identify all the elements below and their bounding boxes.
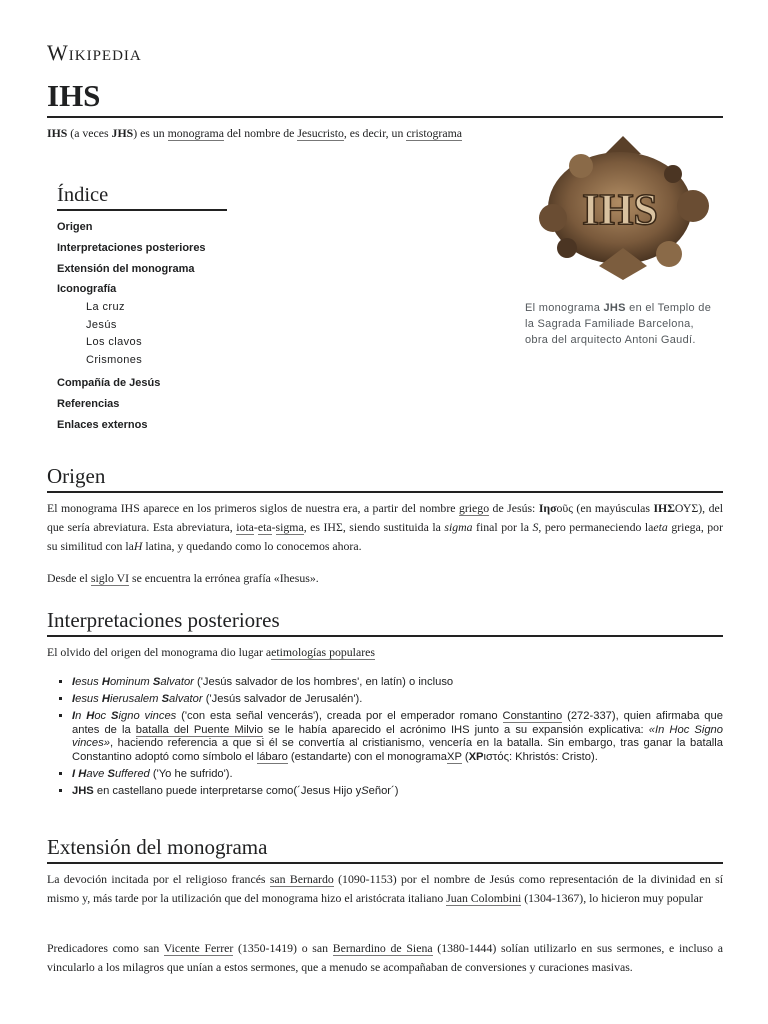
text: - bbox=[253, 520, 258, 534]
link-monograma[interactable]: monograma bbox=[167, 126, 224, 140]
text: uffered bbox=[114, 768, 150, 781]
initial: H bbox=[101, 676, 110, 688]
link-xp[interactable]: XP bbox=[447, 750, 462, 763]
italic-text: H bbox=[133, 539, 143, 553]
heading-origen: Origen bbox=[47, 463, 723, 493]
heading-interpretaciones: Interpretaciones posteriores bbox=[47, 607, 723, 637]
text: eñor´) bbox=[368, 785, 399, 798]
text: esus bbox=[75, 676, 102, 688]
link-jesucristo[interactable]: Jesucristo bbox=[297, 126, 344, 140]
intro-bold-jhs: JHS bbox=[111, 126, 134, 140]
text: (1380-1444) solían utilizarlo en sus sermones, e incluso a vincularlo a los milagros que unían a estos sermones, que a menudo se acompañaban de conversiones y curaciones masivas. bbox=[47, 941, 723, 974]
text: Predicadores como san bbox=[47, 941, 164, 955]
text: ιστός: Khristós: Cristo). bbox=[483, 750, 598, 763]
text: Desde el bbox=[47, 571, 91, 585]
text: (1350-1419) o san bbox=[233, 941, 333, 955]
italic-text: sigma bbox=[444, 520, 473, 534]
text: ominum bbox=[109, 676, 153, 688]
page-title: IHS bbox=[47, 78, 723, 118]
text: se le había aparecido el acrónimo IHS junto a su expansión explicativa: bbox=[262, 723, 649, 736]
caption-bold: JHS bbox=[603, 302, 626, 314]
text: ('Jesús salvador de Jerusalén'). bbox=[202, 693, 363, 706]
link-san-bernardo[interactable]: san Bernardo bbox=[269, 872, 334, 886]
toc-item-compania[interactable]: Compañía de Jesús bbox=[57, 377, 161, 389]
link-iota[interactable]: iota bbox=[236, 520, 254, 534]
text: latina, y quedando como lo conocemos ahora. bbox=[142, 539, 362, 553]
text: (estandarte) con el monograma bbox=[287, 750, 448, 763]
initial: H bbox=[78, 768, 87, 781]
ext-paragraph-1 bbox=[47, 870, 723, 908]
link-constantino[interactable]: Constantino bbox=[502, 710, 563, 723]
link-juan-colombini[interactable]: Juan Colombini bbox=[446, 891, 522, 905]
table-of-contents bbox=[57, 182, 287, 436]
initial: I bbox=[72, 693, 76, 706]
initial: I bbox=[72, 710, 76, 723]
toc-item-enlaces[interactable]: Enlaces externos bbox=[57, 419, 148, 431]
list-item bbox=[72, 768, 723, 782]
text: ierusalem bbox=[109, 693, 162, 706]
heading-extension: Extensión del monograma bbox=[47, 834, 723, 864]
italic-text: S bbox=[532, 520, 539, 534]
greek-bold: ΧΡ bbox=[468, 750, 484, 763]
interp-list bbox=[47, 676, 723, 802]
link-siglo-vi[interactable]: siglo VI bbox=[90, 571, 130, 585]
sculpture-letters: IHS bbox=[582, 185, 658, 234]
text: (1090-1153) por el nombre de Jesús como representación de la divinidad en sí mismo y, más tarde por la utilización que del monograma hizo el aristócrata italiano bbox=[47, 872, 724, 905]
figure bbox=[523, 130, 718, 348]
link-sigma[interactable]: sigma bbox=[275, 520, 304, 534]
toc-item-origen[interactable]: Origen bbox=[57, 221, 93, 233]
toc-item-los-clavos[interactable]: Los clavos bbox=[86, 336, 142, 348]
wikipedia-wordmark[interactable] bbox=[47, 40, 142, 66]
link-cristograma[interactable]: cristograma bbox=[406, 126, 462, 140]
toc-list bbox=[57, 217, 287, 436]
text: - bbox=[271, 520, 276, 534]
caption-text: en el Templo de la Sagrada Familiade Barcelona, obra del arquitecto Antoni Gaudí. bbox=[525, 302, 712, 346]
intro-text: (a veces bbox=[67, 126, 112, 140]
link-batalla-puente-milvio[interactable]: batalla del Puente Milvio bbox=[135, 723, 263, 736]
ext-paragraph-2 bbox=[47, 939, 723, 977]
intro-text: del nombre de bbox=[223, 126, 298, 140]
link-etimologias-populares[interactable]: etimologías populares bbox=[271, 645, 375, 659]
text: n bbox=[75, 710, 87, 723]
initial: S bbox=[161, 693, 170, 706]
toc-item-iconografia[interactable]: Iconografía bbox=[57, 283, 117, 295]
italic-text: eta bbox=[653, 520, 668, 534]
initial: I bbox=[72, 676, 76, 688]
interp-paragraph bbox=[47, 643, 723, 662]
text: El olvido del origen del monograma dio lugar a bbox=[47, 645, 272, 659]
text: en castellano puede interpretarse como(´Jesus Hijo y bbox=[93, 785, 362, 798]
toc-item-extension[interactable]: Extensión del monograma bbox=[57, 263, 195, 275]
text: esus bbox=[75, 693, 102, 706]
figure-caption bbox=[523, 300, 718, 348]
initial: S bbox=[107, 768, 115, 781]
text: , haciendo referencia a que si él se convertía al cristianismo, vencería en la batalla. Sin embargo, tras ganar la batalla Constantino adoptó como símbolo el bbox=[72, 737, 723, 763]
text: ('con esta señal vencerás'), creada por el emperador romano bbox=[176, 710, 503, 723]
caption-text: El monograma bbox=[525, 302, 604, 314]
link-bernardino-de-siena[interactable]: Bernardino de Siena bbox=[332, 941, 433, 955]
toc-item-la-cruz[interactable]: La cruz bbox=[86, 301, 125, 313]
list-item bbox=[72, 785, 723, 799]
figure-image[interactable] bbox=[523, 130, 718, 280]
text: griega, por su similitud con la bbox=[47, 520, 724, 553]
link-labaro[interactable]: lábaro bbox=[256, 750, 288, 763]
text: alvator bbox=[160, 676, 194, 688]
link-griego[interactable]: griego bbox=[458, 501, 490, 515]
link-vicente-ferrer[interactable]: Vicente Ferrer bbox=[163, 941, 234, 955]
greek-bold: ΙΗΣ bbox=[653, 501, 675, 515]
text: ('Jesús salvador de los hombres', en latín) o incluso bbox=[193, 676, 454, 688]
text: ave bbox=[86, 768, 108, 781]
intro-text: ) es un bbox=[133, 126, 168, 140]
toc-item-crismones[interactable]: Crismones bbox=[86, 353, 143, 366]
initial: JHS bbox=[72, 785, 94, 798]
text: , pero permaneciendo la bbox=[538, 520, 654, 534]
toc-title: Índice bbox=[57, 182, 227, 211]
text: alvator bbox=[169, 693, 203, 706]
initial: S bbox=[111, 710, 119, 723]
list-item bbox=[72, 710, 723, 764]
text: (1304-1367), lo hicieron muy popular bbox=[521, 891, 703, 905]
text: S bbox=[361, 785, 369, 798]
list-item bbox=[72, 676, 723, 690]
initial: S bbox=[152, 676, 161, 688]
text: oc bbox=[94, 710, 112, 723]
text: οῦς (en mayúsculas bbox=[556, 501, 654, 515]
intro-text: , es decir, un bbox=[343, 126, 407, 140]
text: de Jesús: bbox=[489, 501, 539, 515]
text: igno vinces bbox=[118, 710, 177, 723]
initial: H bbox=[86, 710, 95, 723]
initial: H bbox=[101, 693, 110, 706]
text: El monograma IHS aparece en los primeros siglos de nuestra era, a partir del nombre bbox=[47, 501, 459, 515]
wordmark-text: Wikipedia bbox=[47, 40, 142, 65]
text: La devoción incitada por el religioso francés bbox=[47, 872, 270, 886]
intro-bold-ihs: IHS bbox=[47, 126, 68, 140]
toc-item-jesus[interactable]: Jesús bbox=[86, 318, 117, 331]
text: final por la bbox=[472, 520, 533, 534]
origen-paragraph-2 bbox=[47, 569, 723, 588]
text: ( bbox=[461, 750, 469, 763]
greek-bold: Ιησ bbox=[538, 501, 557, 515]
text: ΟΥΣ), del que sería abreviatura. Esta abreviatura, bbox=[47, 501, 723, 534]
link-eta[interactable]: eta bbox=[257, 520, 272, 534]
sculpture-image bbox=[523, 130, 718, 280]
initial: I bbox=[72, 768, 76, 781]
text: ('Yo he sufrido'). bbox=[149, 768, 233, 781]
list-item bbox=[72, 693, 723, 707]
text: se encuentra la errónea grafía «Ihesus». bbox=[129, 571, 319, 585]
text: «In Hoc Signo vinces» bbox=[72, 723, 723, 750]
toc-item-referencias[interactable]: Referencias bbox=[57, 398, 120, 410]
text: (272-337), quien afirmaba que antes de la bbox=[72, 710, 723, 736]
toc-item-interpretaciones[interactable]: Interpretaciones posteriores bbox=[57, 242, 206, 254]
origen-paragraph-1 bbox=[47, 499, 723, 556]
text: , es ΙΗΣ, siendo sustituida la bbox=[303, 520, 445, 534]
